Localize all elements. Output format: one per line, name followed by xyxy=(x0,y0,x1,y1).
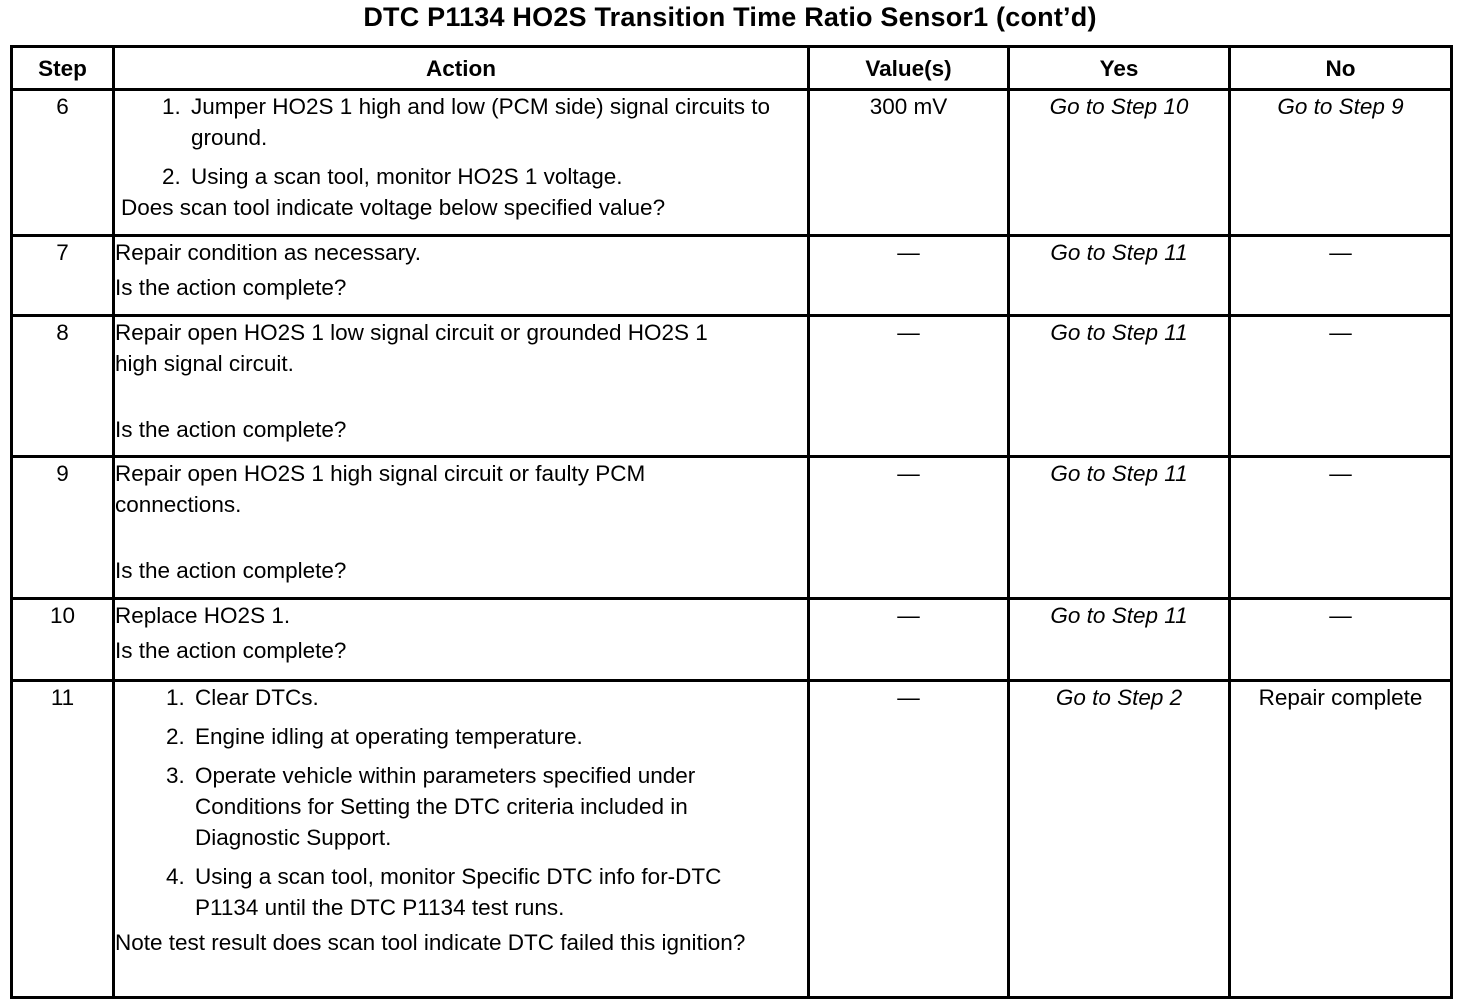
table-row xyxy=(12,681,1452,998)
value-cell: — xyxy=(809,681,1009,998)
value-cell: — xyxy=(809,599,1009,681)
value-cell: — xyxy=(809,457,1009,599)
action-question: Note test result does scan tool indicate DTC failed this ignition? xyxy=(115,930,746,955)
no-result: — xyxy=(1230,236,1452,316)
diagnostic-table xyxy=(10,45,1453,999)
list-item: 1. Jumper HO2S 1 high and low (PCM side) signal circuits to ground. xyxy=(187,91,807,153)
action-steps-list xyxy=(121,91,807,192)
no-result: — xyxy=(1230,457,1452,599)
step-number: 6 xyxy=(12,90,114,236)
no-result: Go to Step 9 xyxy=(1230,90,1452,236)
step-number: 9 xyxy=(12,457,114,599)
no-result: — xyxy=(1230,599,1452,681)
yes-result: Go to Step 11 xyxy=(1009,457,1230,599)
action-cell xyxy=(114,316,809,457)
action-cell xyxy=(114,457,809,599)
action-cell xyxy=(114,681,809,998)
page-title: DTC P1134 HO2S Transition Time Ratio Sensor1 (cont’d) xyxy=(363,2,1097,32)
yes-result: Go to Step 11 xyxy=(1009,599,1230,681)
yes-result: Go to Step 10 xyxy=(1009,90,1230,236)
spacer xyxy=(115,379,807,410)
action-question: Does scan tool indicate voltage below specified value? xyxy=(121,195,666,220)
list-item: 3. Operate vehicle within parameters specified under Conditions for Setting the DTC criteria included in Diagnostic Support. xyxy=(191,760,787,853)
step-number: 8 xyxy=(12,316,114,457)
action-question: Is the action complete? xyxy=(115,558,347,583)
action-text: Repair open HO2S 1 low signal circuit or grounded HO2S 1 high signal circuit. xyxy=(115,320,708,376)
no-result: Repair complete xyxy=(1230,681,1452,998)
step-number: 7 xyxy=(12,236,114,316)
action-text: Repair condition as necessary. xyxy=(115,240,421,265)
action-cell xyxy=(114,236,809,316)
action-text: Repair open HO2S 1 high signal circuit or faulty PCM connections. xyxy=(115,461,646,517)
table-row xyxy=(12,457,1452,599)
yes-column-header: Yes xyxy=(1009,47,1230,90)
value-cell: — xyxy=(809,316,1009,457)
action-text: Replace HO2S 1. xyxy=(115,603,291,628)
yes-result: Go to Step 11 xyxy=(1009,236,1230,316)
action-question: Is the action complete? xyxy=(115,417,347,442)
table-row xyxy=(12,236,1452,316)
action-question: Is the action complete? xyxy=(115,275,347,300)
spacer xyxy=(115,520,807,551)
list-item: 2. Engine idling at operating temperature. xyxy=(191,721,787,752)
yes-result: Go to Step 11 xyxy=(1009,316,1230,457)
value-cell: 300 mV xyxy=(809,90,1009,236)
action-steps-list xyxy=(115,682,807,923)
table-row xyxy=(12,316,1452,457)
action-question: Is the action complete? xyxy=(115,638,347,663)
step-number: 10 xyxy=(12,599,114,681)
list-item: 2. Using a scan tool, monitor HO2S 1 voltage. xyxy=(187,161,807,192)
value-cell: — xyxy=(809,236,1009,316)
no-column-header: No xyxy=(1230,47,1452,90)
table-row xyxy=(12,90,1452,236)
list-item: 4. Using a scan tool, monitor Specific DTC info for-DTC P1134 until the DTC P1134 test runs. xyxy=(191,861,787,923)
yes-result: Go to Step 2 xyxy=(1009,681,1230,998)
table-row xyxy=(12,599,1452,681)
no-result: — xyxy=(1230,316,1452,457)
action-cell xyxy=(114,90,809,236)
step-number: 11 xyxy=(12,681,114,998)
action-column-header: Action xyxy=(114,47,809,90)
table-header-row xyxy=(12,47,1452,90)
values-column-header: Value(s) xyxy=(809,47,1009,90)
list-item: 1. Clear DTCs. xyxy=(191,682,787,713)
action-cell xyxy=(114,599,809,681)
step-column-header: Step xyxy=(12,47,114,90)
